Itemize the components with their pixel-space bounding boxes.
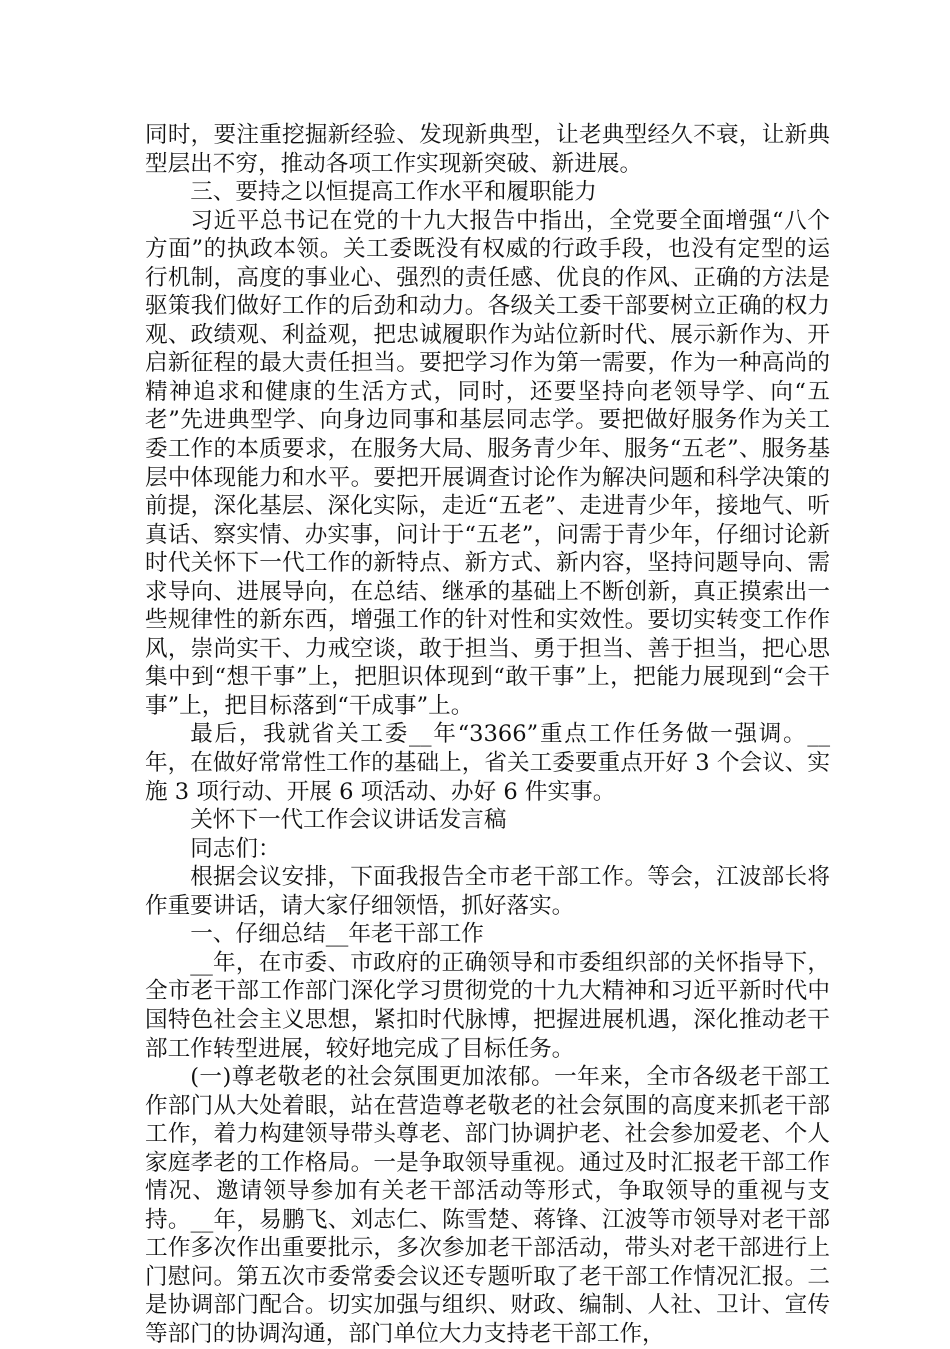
paragraph-body: 习近平总书记在党的十九大报告中指出，全党要全面增强“八个方面”的执政本领。关工委既没有权威的行政手段，也没有定型的运行机制，高度的事业心、强烈的责任感、优良的作风、正确的方法是驱策我们做好工作的后劲和动力。各级关工委干部要树立正确的权力观、政绩观、利益观，把忠诚履职作为站位新时代、展示新作为、开启新征程的最大责任担当。要把学习作为第一需要，作为一种高尚的精神追求和健康的生活方式，同时，还要坚持向老领导学、向“五老”先进典型学、向身边同事和基层同志学。要把做好服务作为关工委工作的本质要求，在服务大局、服务青少年、服务“五老”、服务基层中体现能力和水平。要把开展调查讨论作为解决问题和科学决策的前提，深化基层、深化实际，走近“五老”、走进青少年，接地气、听真话、察实情、办实事，问计于“五老”，问需于青少年，仔细讨论新时代关怀下一代工作的新特点、新方式、新内容，坚持问题导向、需求导向、进展导向，在总结、继承的基础上不断创新，真正摸索出一些规律性的新东西，增强工作的针对性和实效性。要切实转变工作作风，崇尚实干、力戒空谈，敢于担当、勇于担当、善于担当，把心思集中到“想干事”上，把胆识体现到“敢干事”上，把能力展现到“会干事”上，把目标落到“干成事”上。 (145, 207, 830, 719)
section-heading-1: 一、仔细总结__年老干部工作 (190, 921, 484, 948)
document-page (145, 121, 830, 1349)
salutation: 同志们： (190, 835, 281, 862)
paragraph-body: (一)尊老敬老的社会氛围更加浓郁。一年来，全市各级老干部工作部门从大处着眼，站在营造尊老敬老的社会氛围的高度来抓老干部工作，着力构建领导带头尊老、部门协调护老、社会参加爱老、个人家庭孝老的工作格局。一是争取领导重视。通过及时汇报老干部工作情况、邀请领导参加有关老干部活动等形式，争取领导的重视与支持。__年，易鹏飞、刘志仁、陈雪楚、蒋锋、江波等市领导对老干部工作多次作出重要批示，多次参加老干部活动，带头对老干部进行上门慰问。第五次市委常委会议还专题听取了老干部工作情况汇报。二是协调部门配合。切实加强与组织、财政、编制、人社、卫计、宣传等部门的协调沟通，部门单位大力支持老干部工作， (145, 1064, 830, 1347)
paragraph-body: __年，在市委、市政府的正确领导和市委组织部的关怀指导下，全市老干部工作部门深化学习贯彻党的十九大精神和习近平新时代中国特色社会主义思想，紧扣时代脉博，把握进展机遇，深化推动老干部工作转型进展，较好地完成了目标任务。 (145, 949, 830, 1062)
document-title: 关怀下一代工作会议讲话发言稿 (190, 807, 507, 834)
paragraph-continuation: 同时，要注重挖掘新经验、发现新典型，让老典型经久不衰，让新典型层出不穷，推动各项工作实现新突破、新进展。 (145, 122, 830, 177)
paragraph-body: 根据会议安排，下面我报告全市老干部工作。等会，江波部长将作重要讲话，请大家仔细领悟，抓好落实。 (145, 864, 830, 919)
paragraph-body: 最后，我就省关工委__年“3366”重点工作任务做一强调。__年，在做好常常性工作的基础上，省关工委要重点开好 3 个会议、实施 3 项行动、开展 6 项活动、办好 6 件实事。 (145, 721, 830, 805)
section-heading-3: 三、要持之以恒提高工作水平和履职能力 (190, 179, 597, 206)
